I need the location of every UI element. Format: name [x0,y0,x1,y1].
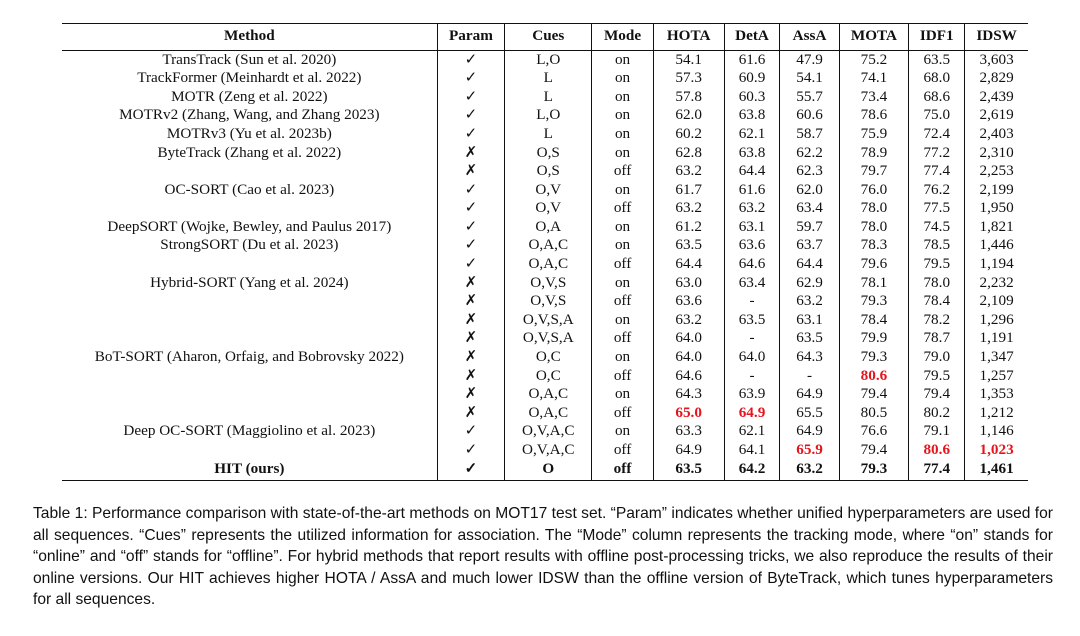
cell-idf1: 78.7 [909,329,965,348]
cell-deta: - [724,292,780,311]
table-row [62,348,1028,367]
cell-cues: L [505,125,592,144]
caption-label: Table 1: [33,505,88,522]
cell-mode: on [592,311,653,330]
cell-idf1: 77.4 [909,162,965,181]
cell-hota: 64.9 [653,441,724,460]
cell-mota: 78.0 [839,218,909,237]
cell-cues: O,V,A,C [505,441,592,460]
results-table [62,23,1028,481]
cell-param: ✓ [437,460,505,481]
cell-idf1: 79.5 [909,255,965,274]
cell-param: ✓ [437,106,505,125]
table-row [62,50,1028,69]
cell-cues: O,A,C [505,255,592,274]
cell-mota: 79.3 [839,460,909,481]
cell-assa: 63.2 [780,460,839,481]
cell-assa: 59.7 [780,218,839,237]
cell-idsw: 2,310 [965,143,1028,162]
cell-mota: 79.9 [839,329,909,348]
cell-idf1: 74.5 [909,218,965,237]
cell-param: ✗ [437,404,505,423]
cell-mode: on [592,106,653,125]
table-row [62,106,1028,125]
cell-mode: on [592,218,653,237]
cell-assa: - [780,367,839,386]
cell-assa: 62.2 [780,143,839,162]
cell-hota: 54.1 [653,50,724,69]
cell-idf1: 79.5 [909,367,965,386]
cell-method: TrackFormer (Meinhardt et al. 2022) [137,69,362,87]
table-caption [33,503,1053,611]
cell-deta: 63.1 [724,218,780,237]
cell-assa: 62.9 [780,274,839,293]
cell-hota: 63.6 [653,292,724,311]
cell-deta: 62.1 [724,125,780,144]
table-row [62,255,1028,274]
table-row [62,385,1028,404]
table-row [62,236,1028,255]
cell-mota: 79.6 [839,255,909,274]
cell-hota: 57.3 [653,69,724,88]
cell-cues: O,V [505,181,592,200]
cell-deta: 64.9 [724,404,780,423]
cell-deta: 63.8 [724,106,780,125]
cell-deta: - [724,329,780,348]
cell-param: ✗ [437,143,505,162]
cell-mode: on [592,125,653,144]
cell-mota: 74.1 [839,69,909,88]
cell-deta: 63.8 [724,143,780,162]
cell-mota: 79.4 [839,385,909,404]
cell-hota: 63.5 [653,236,724,255]
cell-param: ✓ [437,88,505,107]
cell-mota: 78.4 [839,311,909,330]
cell-hota: 64.6 [653,367,724,386]
cell-idsw: 2,199 [965,181,1028,200]
table-row [62,199,1028,218]
cell-hota: 65.0 [653,404,724,423]
cell-param: ✓ [437,255,505,274]
cell-idf1: 78.2 [909,311,965,330]
header-mode: Mode [592,24,653,51]
cell-idsw: 2,403 [965,125,1028,144]
cell-idsw: 1,461 [965,460,1028,481]
table-row [62,88,1028,107]
table-row [62,367,1028,386]
cell-mota: 78.0 [839,199,909,218]
cell-mode: on [592,50,653,69]
cell-idsw: 1,353 [965,385,1028,404]
cell-assa: 64.9 [780,422,839,441]
cell-cues: O,A [505,218,592,237]
cell-param: ✗ [437,348,505,367]
cell-method: DeepSORT (Wojke, Bewley, and Paulus 2017) [107,217,392,235]
cell-method: Hybrid-SORT (Yang et al. 2024) [150,273,349,291]
header-deta: DetA [724,24,780,51]
table-body [62,50,1028,481]
cell-mode: on [592,348,653,367]
cell-assa: 63.1 [780,311,839,330]
cell-idf1: 77.4 [909,460,965,481]
cell-idf1: 79.4 [909,385,965,404]
cell-method [62,404,437,423]
table-header-row [62,24,1028,51]
cell-hota: 64.3 [653,385,724,404]
cell-idsw: 2,232 [965,274,1028,293]
cell-idsw: 1,191 [965,329,1028,348]
cell-mode: on [592,88,653,107]
cell-idf1: 78.5 [909,236,965,255]
cell-method [62,385,437,404]
cell-idsw: 1,212 [965,404,1028,423]
cell-idsw: 2,439 [965,88,1028,107]
table-row [62,181,1028,200]
cell-cues: L [505,69,592,88]
header-idf1: IDF1 [909,24,965,51]
cell-idsw: 1,257 [965,367,1028,386]
cell-idsw: 1,146 [965,422,1028,441]
cell-deta: 63.4 [724,274,780,293]
cell-mode: off [592,162,653,181]
cell-mode: on [592,236,653,255]
cell-cues: O,S [505,162,592,181]
cell-idf1: 77.2 [909,143,965,162]
cell-mota: 78.1 [839,274,909,293]
cell-mode: on [592,385,653,404]
table-row [62,69,1028,88]
cell-param: ✓ [437,181,505,200]
cell-mode: off [592,199,653,218]
cell-mota: 75.9 [839,125,909,144]
cell-idf1: 68.0 [909,69,965,88]
cell-idf1: 77.5 [909,199,965,218]
cell-method [62,162,437,181]
table-row [62,143,1028,162]
cell-param: ✓ [437,236,505,255]
cell-mode: off [592,460,653,481]
cell-method [62,311,437,330]
cell-assa: 63.7 [780,236,839,255]
cell-method [62,255,437,274]
cell-deta: 64.1 [724,441,780,460]
cell-idsw: 1,296 [965,311,1028,330]
cell-idf1: 79.1 [909,422,965,441]
cell-hota: 63.2 [653,311,724,330]
cell-assa: 47.9 [780,50,839,69]
cell-deta: 60.9 [724,69,780,88]
cell-idsw: 2,109 [965,292,1028,311]
cell-mota: 79.7 [839,162,909,181]
cell-mota: 76.0 [839,181,909,200]
cell-hota: 57.8 [653,88,724,107]
cell-hota: 63.2 [653,162,724,181]
cell-param: ✓ [437,422,505,441]
cell-mota: 73.4 [839,88,909,107]
cell-deta: 64.6 [724,255,780,274]
cell-method: MOTR (Zeng et al. 2022) [171,87,328,105]
cell-mode: off [592,404,653,423]
cell-method: HIT (ours) [62,460,437,481]
cell-cues: O,A,C [505,404,592,423]
cell-deta: 63.5 [724,311,780,330]
cell-hota: 63.3 [653,422,724,441]
cell-method: OC-SORT (Cao et al. 2023) [164,180,335,198]
cell-param: ✗ [437,385,505,404]
cell-idsw: 2,619 [965,106,1028,125]
cell-assa: 60.6 [780,106,839,125]
cell-assa: 64.4 [780,255,839,274]
cell-idf1: 80.6 [909,441,965,460]
cell-cues: O,V,A,C [505,422,592,441]
cell-cues: O,V,S,A [505,311,592,330]
table-row [62,311,1028,330]
cell-hota: 64.0 [653,329,724,348]
cell-idf1: 80.2 [909,404,965,423]
cell-cues: L [505,88,592,107]
cell-param: ✗ [437,367,505,386]
cell-deta: 63.2 [724,199,780,218]
cell-param: ✓ [437,50,505,69]
cell-param: ✓ [437,218,505,237]
table-row [62,274,1028,293]
table-row [62,125,1028,144]
cell-idsw: 1,446 [965,236,1028,255]
cell-mota: 76.6 [839,422,909,441]
table-row [62,218,1028,237]
cell-method [62,292,437,311]
cell-method: Deep OC-SORT (Maggiolino et al. 2023) [123,422,376,440]
cell-mode: off [592,367,653,386]
header-hota: HOTA [653,24,724,51]
cell-idf1: 79.0 [909,348,965,367]
cell-deta: 63.9 [724,385,780,404]
cell-idf1: 76.2 [909,181,965,200]
cell-mode: off [592,329,653,348]
cell-deta: 62.1 [724,422,780,441]
cell-idsw: 2,253 [965,162,1028,181]
cell-cues: O,V,S [505,292,592,311]
cell-cues: O [505,460,592,481]
cell-assa: 63.5 [780,329,839,348]
cell-assa: 58.7 [780,125,839,144]
cell-cues: O,V,S,A [505,329,592,348]
header-cues: Cues [505,24,592,51]
table-row [62,441,1028,460]
cell-cues: O,A,C [505,385,592,404]
cell-param: ✓ [437,199,505,218]
cell-assa: 63.4 [780,199,839,218]
cell-idf1: 78.0 [909,274,965,293]
cell-mota: 78.3 [839,236,909,255]
cell-idsw: 1,950 [965,199,1028,218]
cell-mode: off [592,255,653,274]
cell-hota: 63.5 [653,460,724,481]
cell-mode: off [592,441,653,460]
cell-method: MOTRv3 (Yu et al. 2023b) [166,124,332,142]
cell-method [62,199,437,218]
cell-idsw: 3,603 [965,50,1028,69]
cell-method: TransTrack (Sun et al. 2020) [162,50,337,68]
cell-hota: 64.4 [653,255,724,274]
cell-hota: 63.2 [653,199,724,218]
header-idsw: IDSW [965,24,1028,51]
cell-mode: on [592,422,653,441]
cell-cues: O,A,C [505,236,592,255]
cell-param: ✗ [437,329,505,348]
cell-deta: 64.0 [724,348,780,367]
cell-mota: 75.2 [839,50,909,69]
cell-hota: 63.0 [653,274,724,293]
cell-assa: 64.9 [780,385,839,404]
cell-deta: 63.6 [724,236,780,255]
cell-mota: 79.3 [839,348,909,367]
cell-idsw: 1,821 [965,218,1028,237]
cell-param: ✓ [437,441,505,460]
cell-method [62,441,437,460]
cell-assa: 54.1 [780,69,839,88]
cell-deta: 64.2 [724,460,780,481]
cell-cues: O,C [505,367,592,386]
cell-cues: L,O [505,50,592,69]
table-row [62,329,1028,348]
cell-mode: on [592,274,653,293]
cell-deta: 61.6 [724,50,780,69]
cell-mota: 78.9 [839,143,909,162]
cell-hota: 61.7 [653,181,724,200]
cell-idf1: 72.4 [909,125,965,144]
table-row [62,422,1028,441]
cell-param: ✓ [437,125,505,144]
cell-cues: O,S [505,143,592,162]
cell-idsw: 1,347 [965,348,1028,367]
cell-param: ✓ [437,69,505,88]
cell-assa: 62.0 [780,181,839,200]
cell-mode: off [592,292,653,311]
caption-text: Performance comparison with state-of-the-art methods on MOT17 test set. “Param” indicates whether unified hyperparameters are used for all sequences. “Cues” represents the utilized information for association. The “Mode” column represents the tracking mode, where “on” stands for “online” and “off” stands for “offline”. For hybrid methods that report results with offline post-processing tricks, we also reproduce the results of their online versions. Our HIT achieves higher HOTA / AssA and much lower IDSW than the offline version of ByteTrack, which tunes hyperparameters for all sequences. [33,505,1053,609]
cell-method: MOTRv2 (Zhang, Wang, and Zhang 2023) [119,106,380,124]
cell-method: StrongSORT (Du et al. 2023) [160,236,339,254]
cell-cues: O,C [505,348,592,367]
cell-mota: 80.5 [839,404,909,423]
header-assa: AssA [780,24,839,51]
cell-method: BoT-SORT (Aharon, Orfaig, and Bobrovsky 2022) [94,348,404,366]
cell-assa: 64.3 [780,348,839,367]
cell-idf1: 63.5 [909,50,965,69]
cell-idsw: 2,829 [965,69,1028,88]
cell-assa: 55.7 [780,88,839,107]
cell-cues: L,O [505,106,592,125]
cell-mode: on [592,69,653,88]
cell-mota: 80.6 [839,367,909,386]
cell-cues: O,V [505,199,592,218]
cell-hota: 60.2 [653,125,724,144]
cell-param: ✗ [437,311,505,330]
cell-hota: 61.2 [653,218,724,237]
cell-method [62,329,437,348]
cell-idf1: 75.0 [909,106,965,125]
header-mota: MOTA [839,24,909,51]
cell-assa: 62.3 [780,162,839,181]
cell-cues: O,V,S [505,274,592,293]
cell-idsw: 1,023 [965,441,1028,460]
cell-deta: 61.6 [724,181,780,200]
cell-deta: - [724,367,780,386]
cell-param: ✗ [437,292,505,311]
cell-param: ✗ [437,274,505,293]
cell-mota: 78.6 [839,106,909,125]
cell-param: ✗ [437,162,505,181]
cell-assa: 65.9 [780,441,839,460]
cell-idf1: 68.6 [909,88,965,107]
cell-assa: 63.2 [780,292,839,311]
table-row [62,460,1028,481]
cell-hota: 62.8 [653,143,724,162]
cell-method: ByteTrack (Zhang et al. 2022) [157,143,342,161]
cell-hota: 62.0 [653,106,724,125]
table-row [62,404,1028,423]
cell-deta: 64.4 [724,162,780,181]
cell-mota: 79.3 [839,292,909,311]
cell-idsw: 1,194 [965,255,1028,274]
header-param: Param [437,24,505,51]
cell-mota: 79.4 [839,441,909,460]
header-method: Method [62,24,437,51]
cell-assa: 65.5 [780,404,839,423]
table-row [62,162,1028,181]
cell-mode: on [592,181,653,200]
cell-method [62,367,437,386]
cell-deta: 60.3 [724,88,780,107]
cell-hota: 64.0 [653,348,724,367]
cell-idf1: 78.4 [909,292,965,311]
table-row [62,292,1028,311]
cell-mode: on [592,143,653,162]
